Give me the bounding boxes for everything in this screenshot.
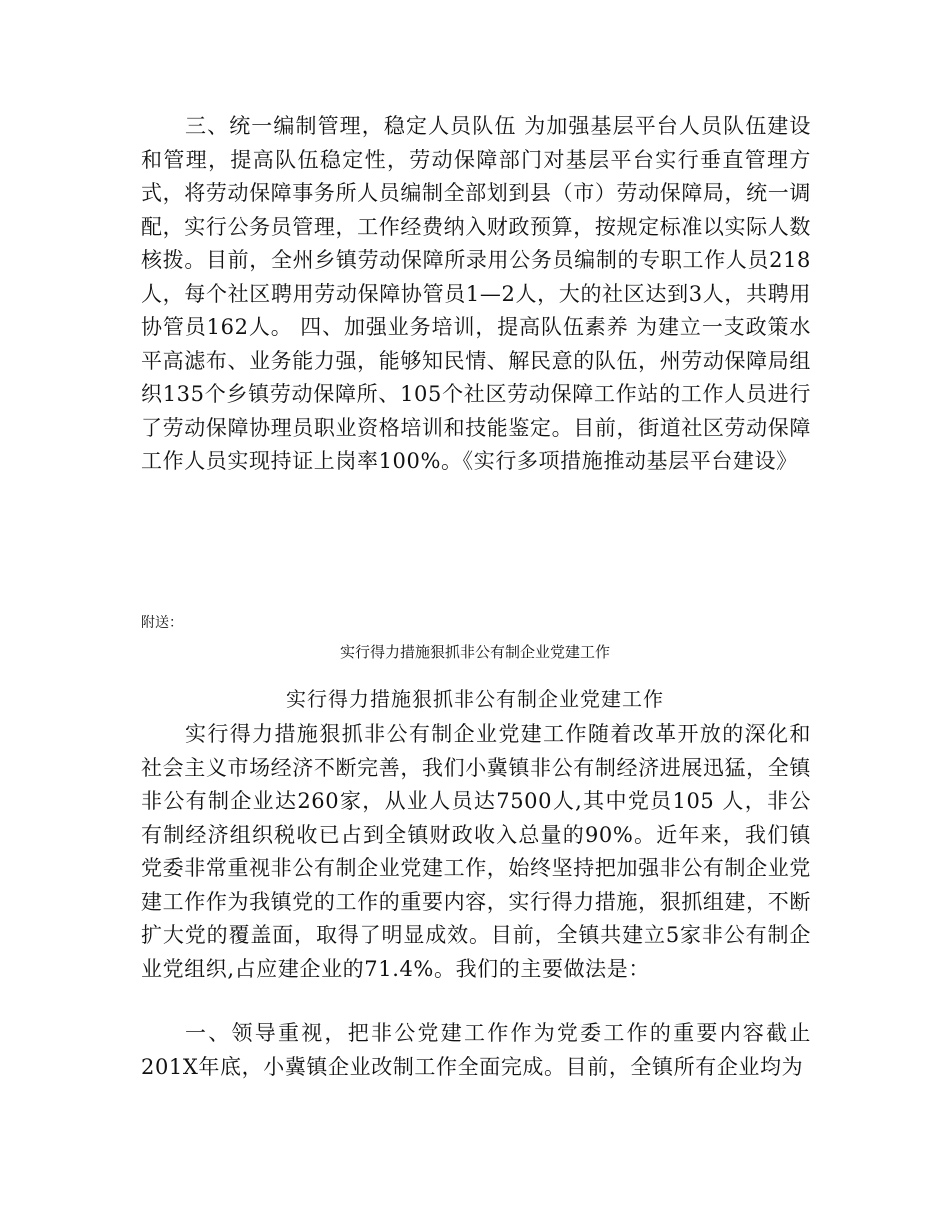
attachment-small-title: 实行得力措施狠抓非公有制企业党建工作 bbox=[339, 643, 610, 661]
body-paragraph-3: 一、领导重视，把非公党建工作作为党委工作的重要内容截止201X年底，小冀镇企业改制工作全面完成。目前，全镇所有企业均为 bbox=[141, 1021, 811, 1079]
attachment-label: 附送： bbox=[141, 615, 183, 631]
article-title: 实行得力措施狠抓非公有制企业党建工作 bbox=[286, 687, 664, 711]
body-paragraph-1: 三、统一编制管理，稳定人员队伍 为加强基层平台人员队伍建设和管理，提高队伍稳定性，劳动保障部门对基层平台实行垂直管理方式，将劳动保障事务所人员编制全部划到县（市）劳动保障局，统一调配，实行公务员管理，工作经费纳入财政预算，按规定标准以实际人数核拨。目前，全州乡镇劳动保障所录用公务员编制的专职工作人员218人，每个社区聘用劳动保障协管员1—2人，大的社区达到3人，共聘用协管员162人。 四、加强业务培训，提高队伍素养 为建立一支政策水平高滤布、业务能力强，能够知民情、解民意的队伍，州劳动保障局组织135个乡镇劳动保障所、105个社区劳动保障工作站的工作人员进行了劳动保障协理员职业资格培训和技能鉴定。目前，街道社区劳动保障工作人员实现持证上岗率100%。《实行多项措施推动基层平台建设》 bbox=[141, 114, 811, 473]
body-paragraph-2: 实行得力措施狠抓非公有制企业党建工作随着改革开放的深化和社会主义市场经济不断完善，我们小冀镇非公有制经济进展迅猛，全镇非公有制企业达260家，从业人员达7500人,其中党员105 人，非公有制经济组织税收已占到全镇财政收入总量的90%。近年来，我们镇党委非常重视非公有制企业党建工作，始终坚持把加强非公有制企业党建工作作为我镇党的工作的重要内容，实行得力措施，狠抓组建，不断扩大党的覆盖面，取得了明显成效。目前，全镇共建立5家非公有制企业党组织,占应建企业的71.4%。我们的主要做法是： bbox=[141, 722, 811, 981]
